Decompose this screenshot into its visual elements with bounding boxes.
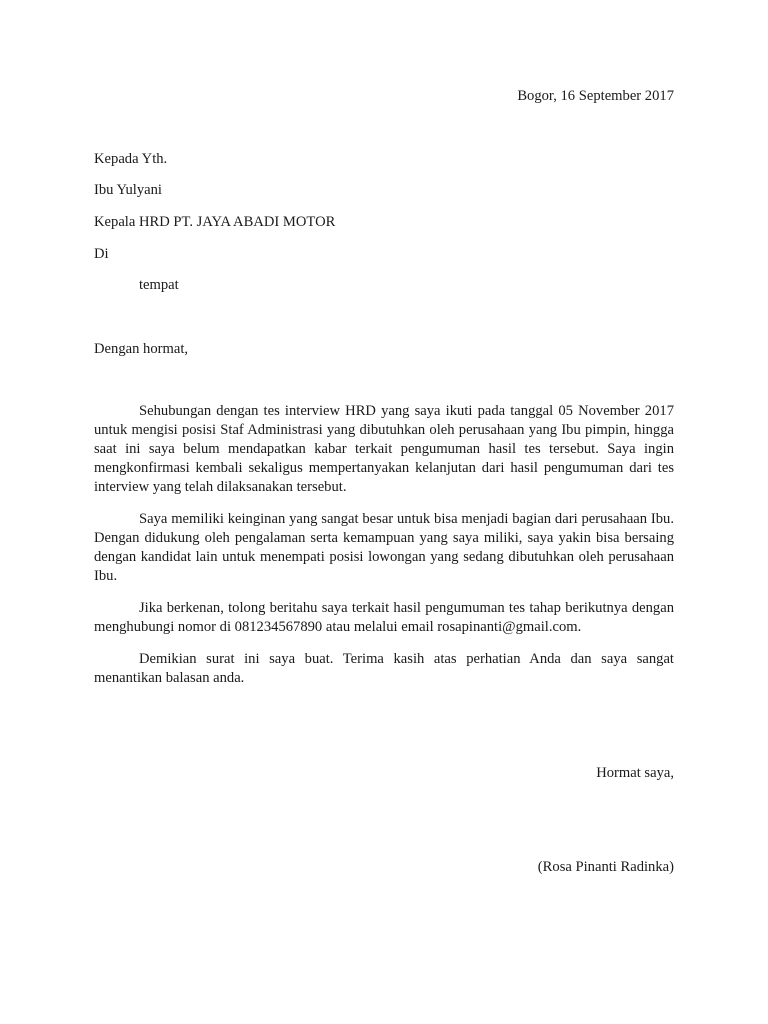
paragraph-2: Saya memiliki keinginan yang sangat besar untuk bisa menjadi bagian dari perusahaan Ibu. Dengan didukung oleh pengalaman serta kemampuan yang saya miliki, saya yakin bisa bersaing dengan kandidat lain untuk menempati posisi lowongan yang sedang dibutuhkan oleh perusahaan Ibu. (94, 511, 674, 585)
recipient-name: Ibu Yulyani (94, 182, 162, 198)
recipient-tempat: tempat (139, 277, 179, 293)
closing: Hormat saya, (596, 765, 674, 781)
recipient-position: Kepala HRD PT. JAYA ABADI MOTOR (94, 214, 336, 230)
paragraph-1: Sehubungan dengan tes interview HRD yang saya ikuti pada tanggal 05 November 2017 untuk mengisi posisi Staf Administrasi yang dibutuhkan oleh perusahaan yang Ibu pimpin, hingga saat ini saya belum mendapatkan kabar terkait pengumuman hasil tes tersebut. Saya ingin mengkonfirmasi kembali sekaligus mempertanyakan kelanjutan dari hasil pengumuman dari tes interview yang telah dilaksanakan tersebut. (94, 403, 674, 496)
place-date: Bogor, 16 September 2017 (517, 88, 674, 104)
signature-name: (Rosa Pinanti Radinka) (537, 859, 674, 875)
recipient-di: Di (94, 246, 109, 262)
paragraph-3: Jika berkenan, tolong beritahu saya terkait hasil pengumuman tes tahap berikutnya dengan menghubungi nomor di 081234567890 atau melalui email rosapinanti@gmail.com. (94, 600, 674, 636)
paragraph-4: Demikian surat ini saya buat. Terima kasih atas perhatian Anda dan saya sangat menantikan balasan anda. (94, 651, 674, 687)
greeting: Dengan hormat, (94, 341, 189, 357)
recipient-salutation: Kepada Yth. (94, 151, 168, 167)
